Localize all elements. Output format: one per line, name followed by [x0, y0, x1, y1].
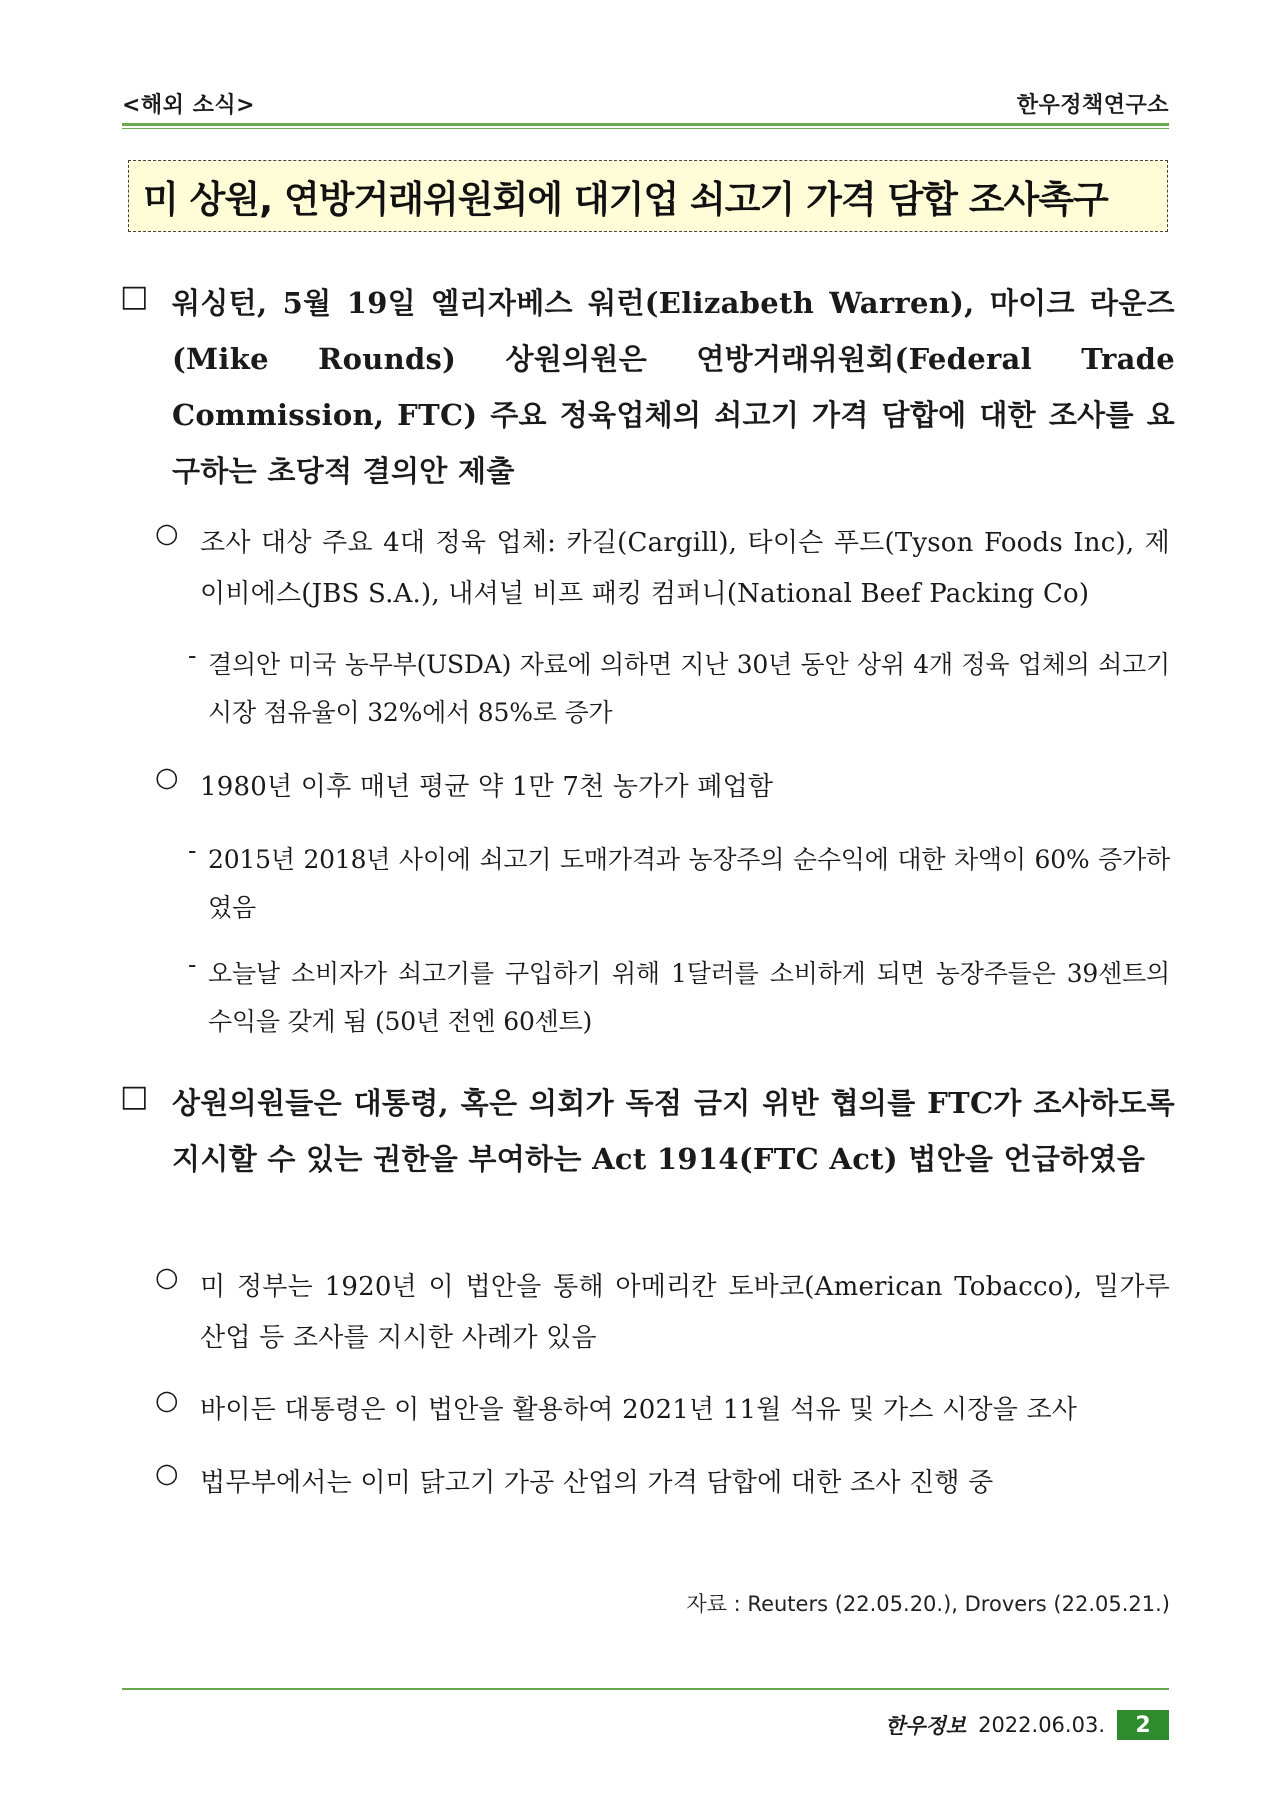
page-title: 미 상원, 연방거래위원회에 대기업 쇠고기 가격 담합 조사촉구	[143, 178, 1108, 221]
organization-name: 한우정책연구소	[1016, 93, 1169, 118]
circle-bullet: ○	[155, 1385, 179, 1416]
section1-item2-sub2-text: 오늘날 소비자가 쇠고기를 구입하기 위해 1달러를 소비하게 되면 농장주들은 39센트의 수익을 갖게 됨 (50년 전엔 60센트)	[208, 959, 1170, 1036]
section1-item1-sub1-text: 결의안 미국 농무부(USDA) 자료에 의하면 지난 30년 동안 상위 4개 정육 업체의 쇠고기 시장 점유율이 32%에서 85%로 증가	[208, 650, 1170, 727]
section1-item2-sub2	[188, 950, 1170, 1046]
circle-bullet: ○	[155, 1262, 179, 1293]
section1-item2-sub1	[188, 836, 1170, 932]
section1-item2-text: 1980년 이후 매년 평균 약 1만 7천 농가가 폐업함	[200, 772, 774, 802]
page-number-badge: 2	[1117, 1710, 1169, 1740]
section2-item3-text: 법무부에서는 이미 닭고기 가공 산업의 가격 담합에 대한 조사 진행 중	[200, 1468, 994, 1498]
circle-bullet: ○	[155, 1458, 179, 1489]
title-box	[128, 160, 1168, 232]
section2-item2-text: 바이든 대통령은 이 법안을 활용하여 2021년 11월 석유 및 가스 시장을 조사	[200, 1395, 1078, 1425]
section-label: <해외 소식>	[122, 93, 256, 118]
dash-bullet: -	[188, 950, 197, 979]
footer	[885, 1710, 1169, 1740]
section2-item2	[155, 1385, 1170, 1436]
section2-item1	[155, 1262, 1170, 1364]
section1	[120, 275, 1175, 499]
section2-item1-text: 미 정부는 1920년 이 법안을 통해 아메리칸 토바코(American Tobacco), 밀가루 산업 등 조사를 지시한 사례가 있음	[200, 1272, 1170, 1353]
circle-bullet: ○	[155, 762, 179, 793]
publication-date: 2022.06.03.	[978, 1713, 1105, 1737]
section1-item1-sub1	[188, 641, 1170, 737]
dash-bullet: -	[188, 641, 197, 670]
section1-item2	[155, 762, 1170, 813]
source-citation: 자료 : Reuters (22.05.20.), Drovers (22.05.21.)	[686, 1592, 1170, 1616]
dash-bullet: -	[188, 836, 197, 865]
circle-bullet: ○	[155, 518, 179, 549]
section1-item2-sub1-text: 2015년 2018년 사이에 쇠고기 도매가격과 농장주의 순수익에 대한 차액이 60% 증가하였음	[208, 845, 1170, 922]
box-bullet: □	[120, 1079, 149, 1114]
section1-item1	[155, 518, 1170, 620]
section2-text: 상원의원들은 대통령, 혹은 의회가 독점 금지 위반 협의를 FTC가 조사하도록 지시할 수 있는 권한을 부여하는 Act 1914(FTC Act) 법안을 언급하였음	[172, 1086, 1175, 1176]
box-bullet: □	[120, 279, 149, 314]
section2-item3	[155, 1458, 1170, 1509]
publication-name: 한우정보	[884, 1714, 967, 1738]
section2	[120, 1075, 1175, 1187]
header-rule	[122, 123, 1169, 129]
footer-rule	[122, 1688, 1169, 1690]
section1-item1-text: 조사 대상 주요 4대 정육 업체: 카길(Cargill), 타이슨 푸드(Tyson Foods Inc), 제이비에스(JBS S.A.), 내셔널 비프 패킹 컴퍼니(National Beef Packing Co)	[200, 528, 1170, 609]
section1-text: 워싱턴, 5월 19일 엘리자베스 워런(Elizabeth Warren), 마이크 라운즈(Mike Rounds) 상원의원은 연방거래위원회(Federal Trade Commission, FTC) 주요 정육업체의 쇠고기 가격 담합에 대한 조사를 요구하는 초당적 결의안 제출	[172, 286, 1175, 488]
